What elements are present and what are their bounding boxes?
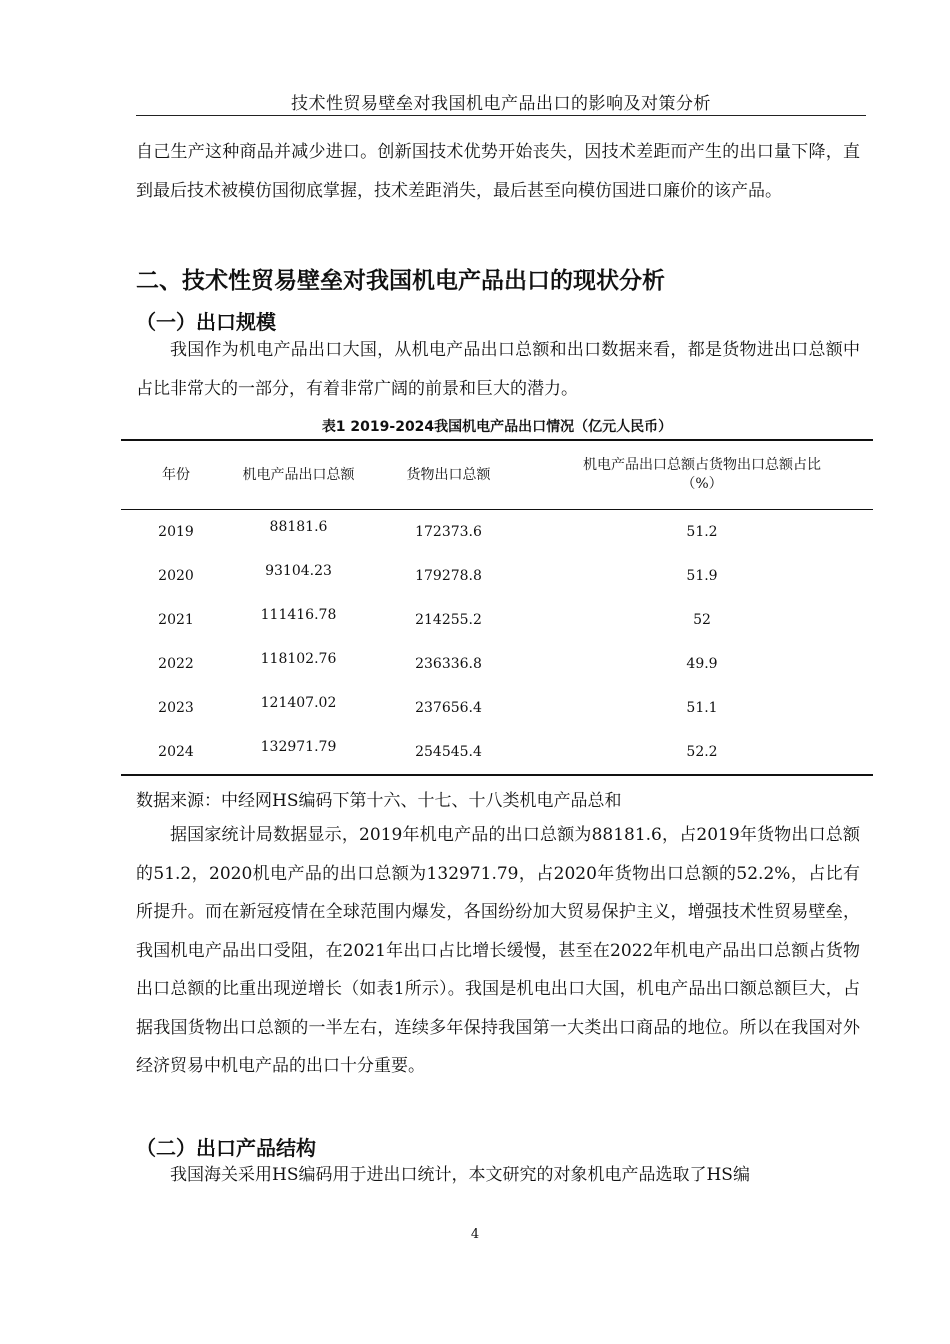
cell-year: 2020 — [158, 568, 194, 584]
cell-share: 52 — [693, 612, 711, 628]
cell-goods-exports: 172373.6 — [415, 524, 482, 540]
page-number: 4 — [470, 1227, 480, 1242]
running-header: 技术性贸易壁垒对我国机电产品出口的影响及对策分析 — [291, 94, 711, 114]
cell-electromechanical-exports — [231, 686, 366, 730]
table-row — [121, 554, 873, 598]
table-row — [121, 686, 873, 730]
table-row — [121, 510, 873, 555]
column-header-share — [531, 440, 873, 510]
header-rule — [136, 115, 866, 116]
cell-share: 49.9 — [686, 656, 718, 672]
cell-electromechanical-exports — [231, 510, 366, 555]
paragraph-intro-continued: 自己生产这种商品并减少进口。创新国技术优势开始丧失，因技术差距而产生的出口量下降，直到最后技术被模仿国彻底掌握，技术差距消失，最后甚至向模仿国进口廉价的该产品。 — [136, 142, 860, 201]
cell-share: 51.2 — [686, 524, 718, 540]
cell-value: 121407.02 — [260, 695, 337, 711]
table-header-row — [121, 440, 873, 510]
cell-electromechanical-exports — [231, 642, 366, 686]
cell-goods-exports: 237656.4 — [415, 700, 482, 716]
cell-goods-exports: 179278.8 — [415, 568, 482, 584]
cell-value: 132971.79 — [260, 739, 337, 755]
column-header-electromechanical-exports: 机电产品出口总额 — [242, 466, 355, 483]
table-row — [121, 730, 873, 775]
cell-year: 2022 — [158, 656, 194, 672]
column-header-share-unit: （%） — [681, 476, 723, 492]
cell-value: 93104.23 — [265, 563, 332, 579]
table-source-note: 数据来源：中经网HS编码下第十六、十七、十八类机电产品总和 — [136, 791, 622, 811]
column-header-goods-exports: 货物出口总额 — [406, 466, 491, 483]
table-row — [121, 598, 873, 642]
subsection-heading-export-scale: （一）出口规模 — [136, 310, 276, 334]
paragraph-export-scale: 我国作为机电产品出口大国，从机电产品出口总额和出口数据来看，都是货物进出口总额中占比非常大的一部分，有着非常广阔的前景和巨大的潜力。 — [136, 340, 860, 399]
cell-value: 88181.6 — [269, 519, 328, 535]
export-data-table — [121, 439, 873, 776]
cell-year: 2024 — [158, 744, 194, 760]
column-header-share-label: 机电产品出口总额占货物出口总额占比 — [583, 457, 821, 473]
paragraph-product-structure: 我国海关采用HS编码用于进出口统计，本文研究的对象机电产品选取了HS编 — [170, 1165, 750, 1185]
cell-share: 51.9 — [686, 568, 718, 584]
cell-goods-exports: 214255.2 — [415, 612, 482, 628]
table-caption: 表1 2019-2024我国机电产品出口情况（亿元人民币） — [321, 419, 673, 435]
table-row — [121, 642, 873, 686]
cell-value: 118102.76 — [260, 651, 337, 667]
cell-goods-exports: 236336.8 — [415, 656, 482, 672]
paragraph-statistics: 据国家统计局数据显示，2019年机电产品的出口总额为88181.6，占2019年货物出口总额的51.2，2020机电产品的出口总额为132971.79，占2020年货物出口总额的52.2%，占比有所提升。而在新冠疫情在全球范围内爆发，各国纷纷加大贸易保护主义，增强技术性贸易壁垒，我国机电产品出口受阻，在2021年出口占比增长缓慢，甚至在2022年机电产品出口总额占货物出口总额的比重出现逆增长（如表1所示）。我国是机电出口大国，机电产品出口额总额巨大，占据我国货物出口总额的一半左右，连续多年保持我国第一大类出口商品的地位。所以在我国对外经济贸易中机电产品的出口十分重要。 — [136, 825, 860, 1076]
cell-value: 111416.78 — [260, 607, 337, 623]
section-heading: 二、技术性贸易壁垒对我国机电产品出口的现状分析 — [136, 268, 665, 294]
cell-share: 51.1 — [686, 700, 718, 716]
cell-electromechanical-exports — [231, 554, 366, 598]
cell-electromechanical-exports — [231, 598, 366, 642]
column-header-year: 年份 — [162, 466, 190, 483]
cell-year: 2023 — [158, 700, 194, 716]
cell-share: 52.2 — [686, 744, 718, 760]
subsection-heading-product-structure: （二）出口产品结构 — [136, 1136, 316, 1160]
cell-goods-exports: 254545.4 — [415, 744, 482, 760]
cell-electromechanical-exports — [231, 730, 366, 775]
cell-year: 2019 — [158, 524, 194, 540]
cell-year: 2021 — [158, 612, 194, 628]
